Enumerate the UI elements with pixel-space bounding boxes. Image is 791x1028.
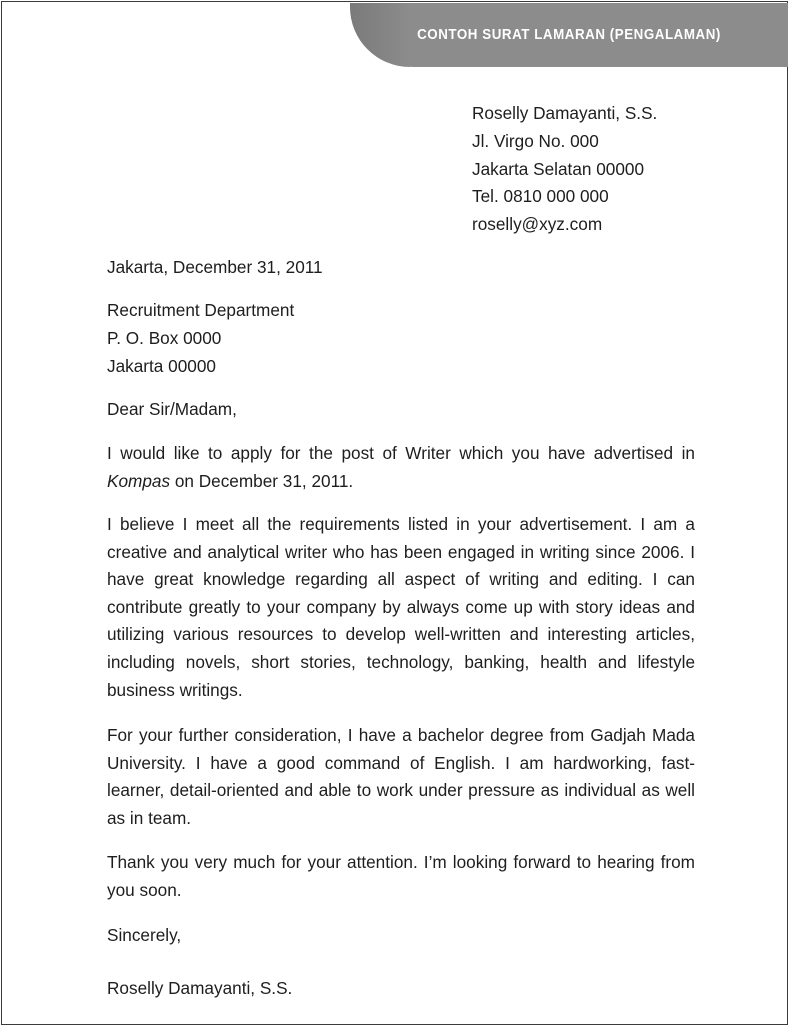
paragraph-3-text: For your further consideration, I have a bachelor degree from Gadjah Mada University. I have a good command of English. I am hardworking, fast-learner, detail-oriented and able to work under pressure as individual as well as in team. bbox=[107, 725, 695, 828]
paragraph-2-text: I believe I meet all the requirements listed in your advertisement. I am a creative and analytical writer who has been engaged in writing since 2006. I have great knowledge regarding all aspect of writing and editing. I can contribute greatly to your company by always come up with story ideas and utilizing various resources to develop well-written and interesting articles, including novels, short stories, technology, banking, health and lifestyle business writings. bbox=[107, 514, 695, 700]
paragraph-4 bbox=[107, 849, 695, 904]
recipient-city: Jakarta 00000 bbox=[107, 355, 216, 376]
recipient-department: Recruitment Department bbox=[107, 300, 295, 320]
signature-block bbox=[107, 975, 695, 1003]
newspaper-name: Kompas bbox=[107, 470, 171, 491]
date-line: Jakarta, December 31, 2011 bbox=[107, 257, 323, 277]
paragraph-1-tail: on December 31, 2011. bbox=[170, 470, 354, 491]
sender-city: Jakarta Selatan 00000 bbox=[472, 158, 645, 179]
closing-block bbox=[107, 922, 695, 950]
paragraph-4-text: Thank you very much for your attention. I’m looking forward to hearing from you soon. bbox=[107, 852, 695, 900]
salutation: Dear Sir/Madam, bbox=[107, 399, 237, 419]
paragraph-1-lead: I would like to apply for the post of Writer which you have advertised in bbox=[107, 443, 695, 463]
paragraph-3 bbox=[107, 722, 695, 832]
paragraph-1 bbox=[107, 440, 695, 495]
document-title: CONTOH SURAT LAMARAN (PENGALAMAN) bbox=[417, 27, 721, 43]
sender-street: Jl. Virgo No. 000 bbox=[472, 130, 599, 151]
paragraph-1-text bbox=[107, 440, 695, 495]
sender-phone: Tel. 0810 000 000 bbox=[472, 186, 609, 207]
closing: Sincerely, bbox=[107, 925, 182, 945]
recipient-address-block bbox=[107, 297, 695, 380]
sender-email: roselly@xyz.com bbox=[472, 214, 603, 235]
paragraph-2 bbox=[107, 511, 695, 704]
date-block bbox=[107, 254, 695, 282]
sender-address-block bbox=[472, 100, 657, 239]
sender-name: Roselly Damayanti, S.S. bbox=[472, 103, 658, 123]
recipient-po-box: P. O. Box 0000 bbox=[107, 327, 222, 348]
signature-name: Roselly Damayanti, S.S. bbox=[107, 978, 293, 998]
salutation-block bbox=[107, 396, 695, 424]
